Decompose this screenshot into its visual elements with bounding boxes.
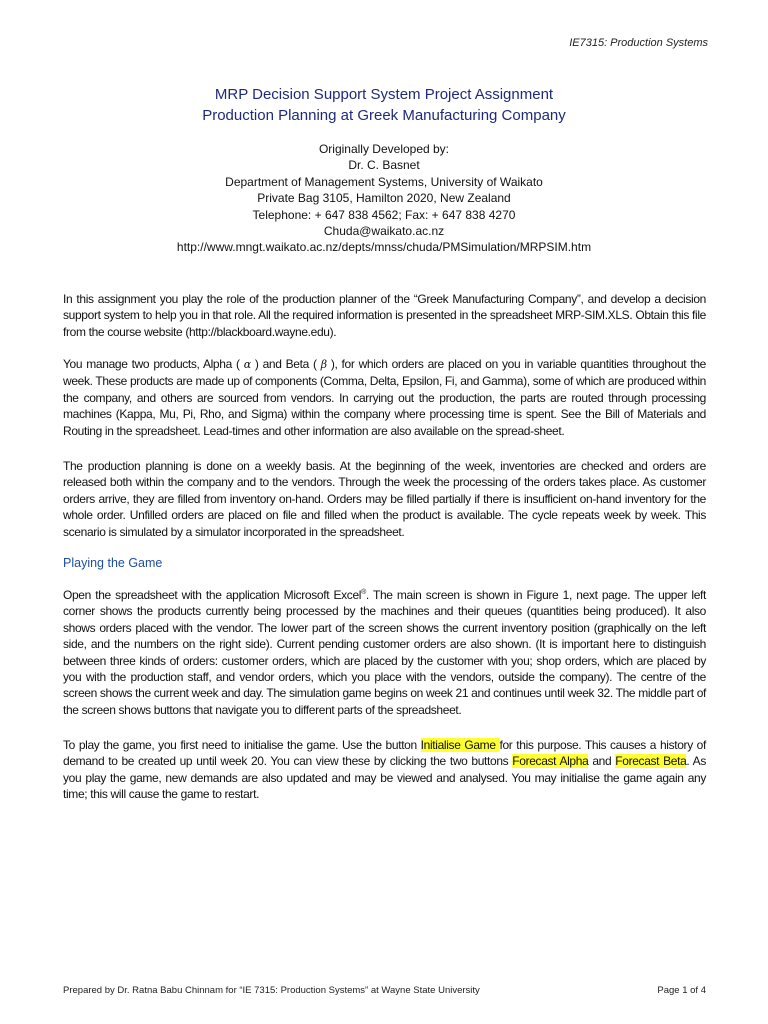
credits-line: Originally Developed by: <box>318 142 450 156</box>
footer-credit: Prepared by Dr. Ratna Babu Chinnam for “IE 7315: Production Systems” at Wayne State University <box>63 985 480 996</box>
credits-line: Dr. C. Basnet <box>348 158 420 173</box>
page-number: Page 1 of 4 <box>657 985 706 996</box>
text-run: You manage two products, Alpha ( <box>63 357 244 371</box>
forecast-beta-highlight: Forecast Beta <box>615 754 687 769</box>
credits-line: Department of Management Systems, University of Waikato <box>225 174 543 189</box>
registered-mark: ® <box>361 589 366 596</box>
beta-symbol: β <box>320 358 327 371</box>
initialise-game-highlight: Initialise Game <box>420 738 500 752</box>
credits-block <box>0 141 768 256</box>
forecast-alpha-highlight: Forecast Alpha <box>512 754 589 769</box>
text-run: and <box>588 754 616 769</box>
text-run: Open the spreadsheet with the application Microsoft Excel <box>63 588 362 602</box>
text-run: ) and Beta ( <box>250 357 321 371</box>
text-run: . As you play the game, new demands are also updated and may be viewed and analysed. You may initialise the game again any time; this will cause the game to restart. <box>63 754 706 802</box>
title-line-2: Production Planning at Greek Manufacturing Company <box>202 107 566 124</box>
text-run: . The main screen is shown in Figure 1, next page. The upper left corner shows the products currently being processed by the machines and their queues (quantities being produced). It also shows orders placed with the vendor. The lower part of the screen shows the current inventory position (graphically on the left side, and the numbers on the right side). Current pending customer orders are also shown. (It is important here to distinguish between three kinds of orders: customer orders, which are placed by the customer with you; shop orders, which are placed by you with the production staff, and vendor orders, which you place with the vendors, outside the company). The centre of the screen shows the current week and day. The simulation game begins on week 21 and continues until week 32. The middle part of the screen shows buttons that navigate you to different parts of the spreadsheet. <box>63 588 707 717</box>
credits-email: Chuda@waikato.ac.nz <box>323 224 445 239</box>
credits-url: http://www.mngt.waikato.ac.nz/depts/mnss/chuda/PMSimulation/MRPSIM.htm <box>176 240 592 255</box>
credits-line: Telephone: + 647 838 4562; Fax: + 647 838 4270 <box>252 207 516 222</box>
paragraph-planning: The production planning is done on a weekly basis. At the beginning of the week, inventories are checked and orders are released both within the company and to the vendors. Through the week the processing of the orders takes place. As customer orders arrive, they are filled from inventory on-hand. Orders may be filled partially if there is insufficient on-hand inventory for the whole order. Unfilled orders are placed on file and filled when the product is available. The cycle repeats week by week. This scenario is simulated by a simulator incorporated in the spreadsheet. <box>63 459 706 539</box>
paragraph-initialise <box>63 737 706 803</box>
paragraph-intro: In this assignment you play the role of the production planner of the “Greek Manufacturing Company”, and develop a decision support system to help you in that role. All the required information is presented in the spreadsheet MRP-SIM.XLS. Obtain this file from the course website (http://blackboard.wayne.edu). <box>63 292 706 339</box>
text-run: To play the game, you first need to initialise the game. Use the button <box>63 738 421 752</box>
paragraph-products <box>63 356 706 439</box>
alpha-symbol: α <box>243 358 251 371</box>
running-header: IE7315: Production Systems <box>569 37 708 49</box>
text-run: for this purpose. This causes a history of demand to be created up until week 20. You can view these by clicking the two buttons <box>63 738 706 769</box>
paragraph-game <box>63 585 706 718</box>
title-block <box>0 84 768 126</box>
title-line-1: MRP Decision Support System Project Assignment <box>214 86 554 103</box>
credits-line: Private Bag 3105, Hamilton 2020, New Zealand <box>257 191 511 206</box>
text-run: ), for which orders are placed on you in variable quantities throughout the week. These products are made up of components (Comma, Delta, Epsilon, Fi, and Gamma), some of which are produced within the company, and others are sourced from vendors. In carrying out the production, the parts are routed through processing machines (Kappa, Mu, Pi, Rho, and Sigma) within the company where processing time is spent. See the Bill of Materials and Routing in the spreadsheet. Lead-times and other information are also available on the spread-sheet. <box>63 357 706 438</box>
section-heading: Playing the Game <box>63 556 163 570</box>
